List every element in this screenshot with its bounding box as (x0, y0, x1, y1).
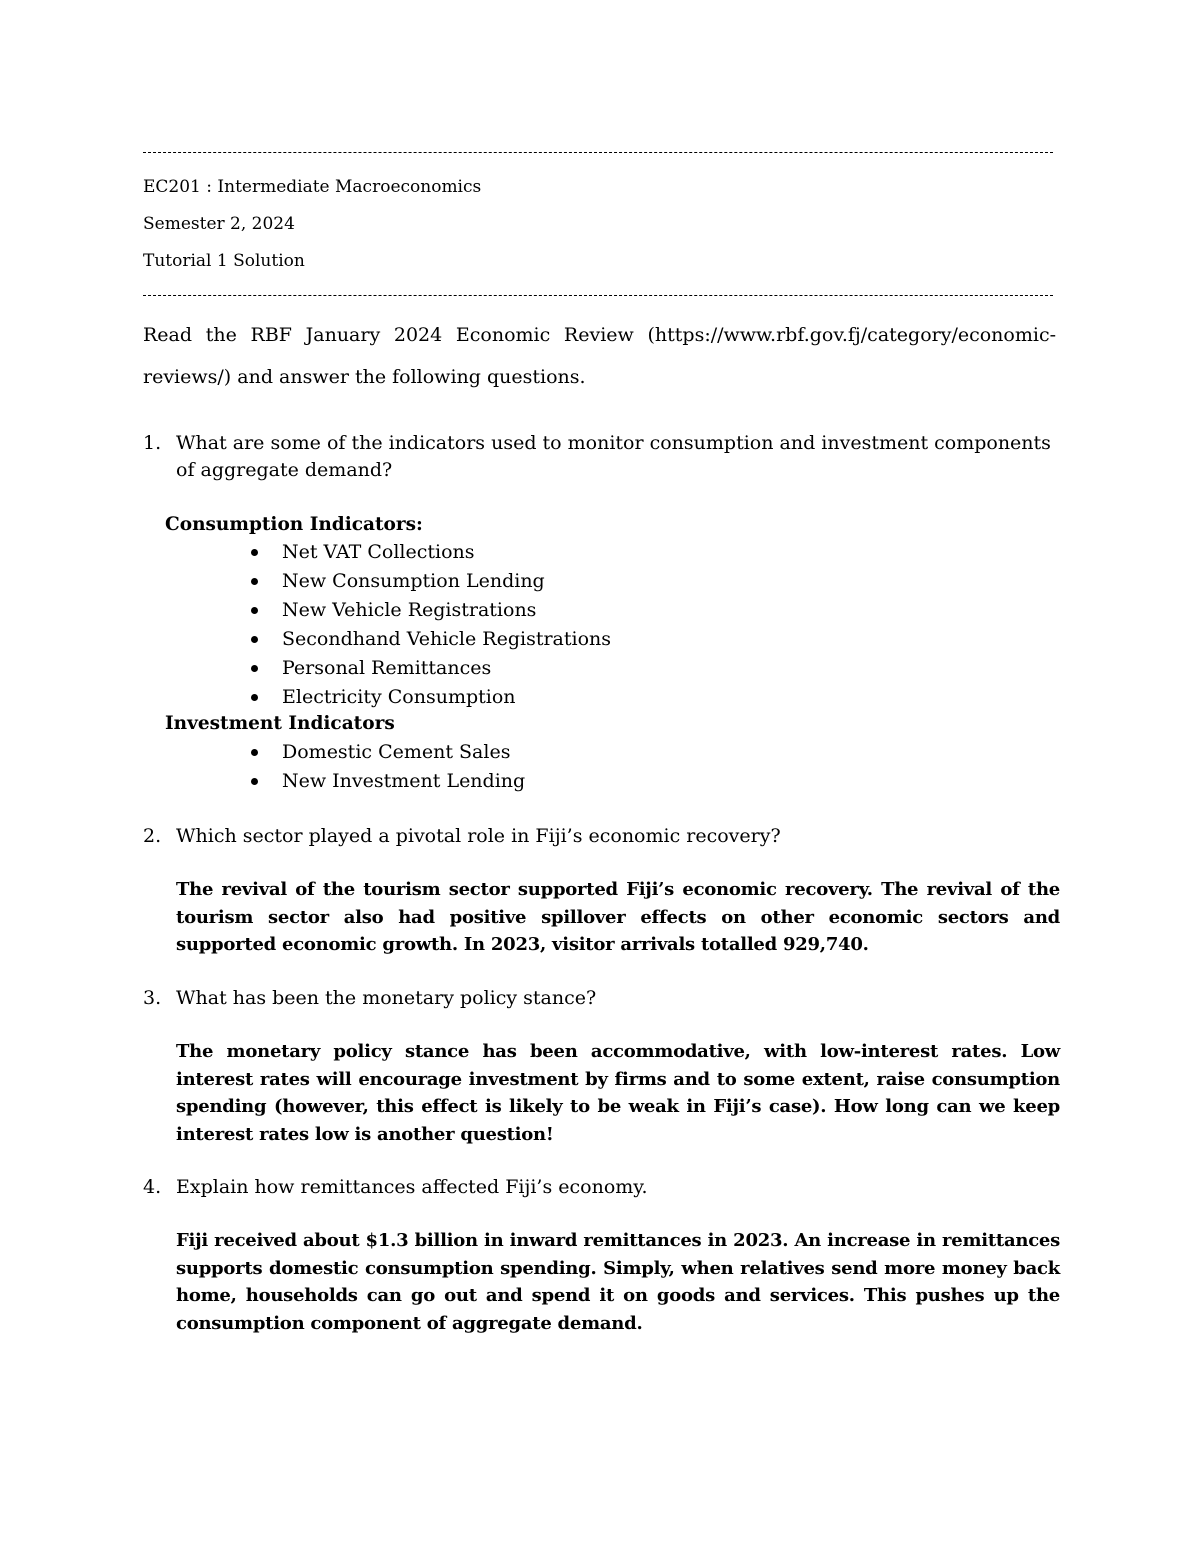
list-item: Electricity Consumption (251, 683, 611, 712)
question-text: What has been the monetary policy stance? (176, 987, 597, 1009)
answer-2: The revival of the tourism sector supported Fiji’s economic recovery. The revival of the tourism sector also had positive spillover effects on other economic sectors and supported economic growth. In 2023, visitor arrivals totalled 929,740. (176, 879, 1060, 955)
list-item: New Investment Lending (251, 767, 525, 796)
question-text: Explain how remittances affected Fiji’s economy. (176, 1176, 648, 1198)
list-item: Personal Remittances (251, 654, 611, 683)
dashed-divider-bottom (143, 295, 1053, 296)
list-item: New Vehicle Registrations (251, 596, 611, 625)
question-2 (143, 823, 1063, 850)
answer-4: Fiji received about $1.3 billion in inward remittances in 2023. An increase in remittances supports domestic consumption spending. Simply, when relatives send more money back home, households can go out and spend it on goods and services. This pushes up the consumption component of aggregate demand. (176, 1230, 1060, 1334)
question-number: 2. (143, 825, 162, 847)
question-number: 4. (143, 1176, 162, 1198)
bullet-icon (251, 578, 258, 585)
answer-3: The monetary policy stance has been accommodative, with low-interest rates. Low interest rates will encourage investment by firms and to some extent, raise consumption spending (however, this effect is likely to be weak in Fiji’s case). How long can we keep interest rates low is another question! (176, 1041, 1060, 1145)
bullet-icon (251, 607, 258, 614)
investment-indicators-list (251, 738, 525, 796)
question-text: Which sector played a pivotal role in Fiji’s economic recovery? (176, 825, 781, 847)
question-number: 1. (143, 432, 162, 454)
dashed-divider-top (143, 152, 1053, 153)
bullet-icon (251, 749, 258, 756)
bullet-icon (251, 778, 258, 785)
list-item: Net VAT Collections (251, 538, 611, 567)
bullet-icon (251, 636, 258, 643)
tutorial-line: Tutorial 1 Solution (143, 251, 305, 271)
question-1 (143, 430, 1063, 484)
question-4 (143, 1174, 1063, 1201)
semester-line: Semester 2, 2024 (143, 214, 295, 234)
consumption-indicators-list (251, 538, 611, 712)
investment-indicators-heading: Investment Indicators (165, 713, 395, 734)
list-item: Secondhand Vehicle Registrations (251, 625, 611, 654)
question-number: 3. (143, 987, 162, 1009)
question-3 (143, 985, 1063, 1012)
bullet-icon (251, 694, 258, 701)
bullet-icon (251, 549, 258, 556)
list-item: New Consumption Lending (251, 567, 611, 596)
consumption-indicators-heading: Consumption Indicators: (165, 514, 423, 535)
question-text: What are some of the indicators used to monitor consumption and investment components of aggregate demand? (176, 432, 1051, 481)
bullet-icon (251, 665, 258, 672)
intro-paragraph: Read the RBF January 2024 Economic Review (https://www.rbf.gov.fj/category/economic-reviews/) and answer the following questions. (143, 324, 1056, 388)
course-title: EC201 : Intermediate Macroeconomics (143, 177, 482, 197)
list-item: Domestic Cement Sales (251, 738, 525, 767)
